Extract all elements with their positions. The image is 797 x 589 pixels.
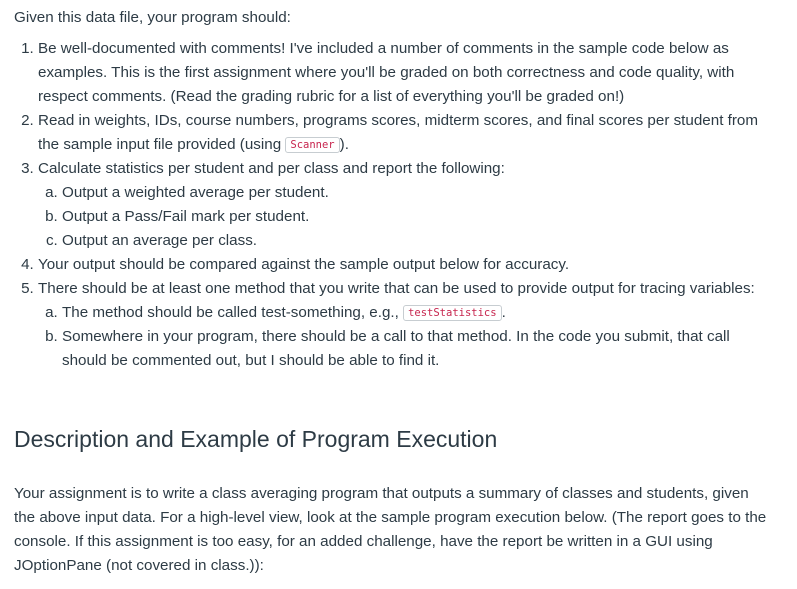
requirement-read-input-end: ). bbox=[339, 136, 349, 153]
tracing-sublist bbox=[38, 301, 768, 373]
sub-method-call: b. Somewhere in your program, there should be a call to that method. In the code you submit, that call should be commented out, but I should be able to find it. bbox=[62, 325, 768, 373]
sub-class-average: c. Output an average per class. bbox=[62, 229, 768, 253]
scanner-code: Scanner bbox=[285, 137, 339, 153]
test-statistics-code: testStatistics bbox=[403, 305, 502, 321]
section-heading: Description and Example of Program Execution bbox=[14, 426, 498, 452]
description-paragraph: Your assignment is to write a class averaging program that outputs a summary of classes and students, given the above input data. For a high-level view, look at the sample program execution below. (The report goes to the console. If this assignment is too easy, for an added challenge, have the report be written in a GUI using JOptionPane (not covered in class.)): bbox=[14, 485, 767, 574]
sub-method-name bbox=[62, 301, 768, 325]
requirement-comments-text: Be well-documented with comments! I've included a number of comments in the sample code below as examples. This is the first assignment where you'll be graded on both correctness and code quality, with respect comments. (Read the grading rubric for a list of everything you'll be graded on!) bbox=[38, 40, 735, 105]
sub-weighted-average: a. Output a weighted average per student. bbox=[62, 181, 768, 205]
requirements-list bbox=[0, 37, 768, 373]
requirement-tracing-method-text: There should be at least one method that you write that can be used to provide output for tracing variables: bbox=[38, 280, 755, 297]
requirement-comments bbox=[38, 37, 768, 109]
intro-text: Given this data file, your program should: bbox=[14, 9, 291, 26]
sub-pass-fail: b. Output a Pass/Fail mark per student. bbox=[62, 205, 768, 229]
requirement-compare-output-text: Your output should be compared against the sample output below for accuracy. bbox=[38, 256, 570, 273]
requirement-tracing-method bbox=[38, 277, 768, 373]
requirement-compare-output bbox=[38, 253, 768, 277]
requirement-read-input-text: Read in weights, IDs, course numbers, programs scores, midterm scores, and final scores per student from the sample input file provided (using bbox=[38, 112, 759, 153]
requirement-read-input bbox=[38, 109, 768, 157]
requirement-statistics bbox=[38, 157, 768, 253]
statistics-sublist bbox=[38, 181, 768, 253]
sub-method-name-text: The method should be called test-something, e.g., bbox=[62, 304, 404, 321]
sub-method-name-end: . bbox=[501, 304, 506, 321]
requirement-statistics-text: Calculate statistics per student and per class and report the following: bbox=[38, 160, 505, 177]
